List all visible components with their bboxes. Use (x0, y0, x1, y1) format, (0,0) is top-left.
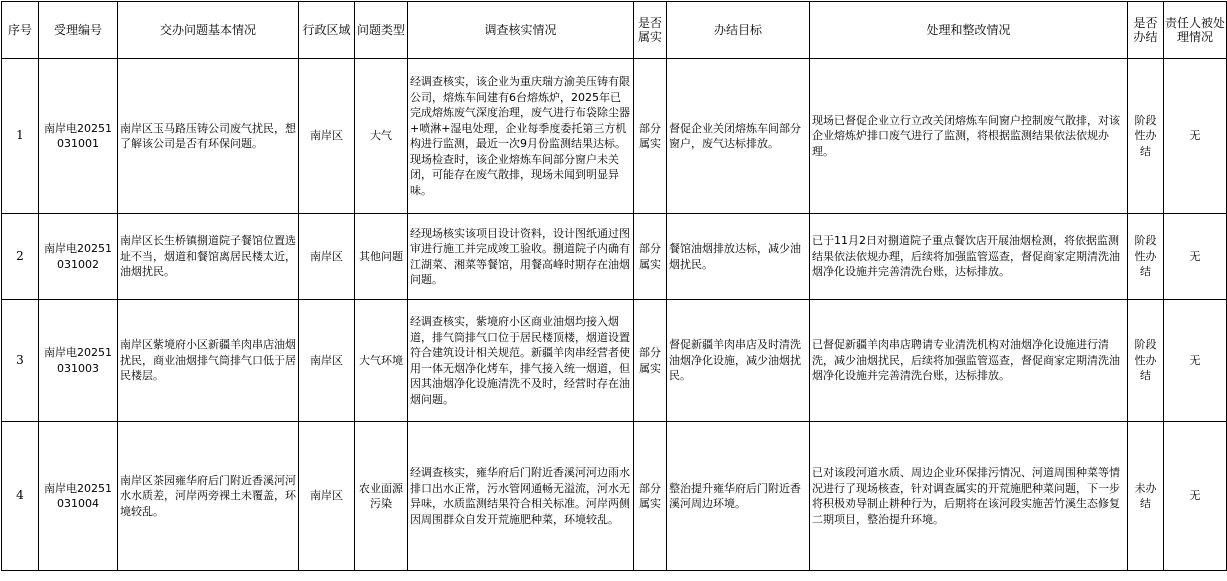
cell-goal: 督促新疆羊肉串店及时清洗油烟净化设施，减少油烟扰民。 (667, 300, 810, 422)
cell-handling: 已对该段河道水质、周边企业环保排污情况、河道周围种菜等情况进行了现场核查，针对调查属实的开荒施肥种菜问题，下一步将积极劝导制止耕种行为，后期将在该河段实施苦竹溪生态修复二期项目，整治提升环境。 (810, 422, 1128, 571)
cell-verified: 部分属实 (634, 214, 667, 300)
header-completed: 是否办结 (1128, 2, 1164, 59)
cell-id: 南岸电20251031004 (39, 422, 118, 571)
cell-accountability: 无 (1164, 59, 1227, 214)
cell-district: 南岸区 (299, 422, 355, 571)
cell-goal: 整治提升雍华府后门附近香溪河周边环境。 (667, 422, 810, 571)
cell-id: 南岸电20251031002 (39, 214, 118, 300)
header-row (2, 2, 1227, 59)
cell-handling: 现场已督促企业立行立改关闭熔炼车间窗户控制废气散排，对该企业熔炼炉排口废气进行了监测，将根据监测结果依法依规办理。 (810, 59, 1128, 214)
cell-type: 农业面源污染 (355, 422, 408, 571)
table-row (2, 59, 1227, 214)
table-row (2, 422, 1227, 571)
cell-goal: 餐馆油烟排放达标，减少油烟扰民。 (667, 214, 810, 300)
cell-goal: 督促企业关闭熔炼车间部分窗户，废气达标排放。 (667, 59, 810, 214)
table-row (2, 300, 1227, 422)
cell-type: 大气环境 (355, 300, 408, 422)
header-index: 序号 (2, 2, 39, 59)
cell-investigation: 经调查核实，紫境府小区商业油烟均接入烟道，排气筒排气口位于居民楼顶楼，烟道设置符合建筑设计相关规范。新疆羊肉串经营者使用一体无烟净化烤车，排气接入统一烟道，但因其油烟净化设施清洗不及时，经营时存在油烟问题。 (408, 300, 634, 422)
cell-handling: 已于11月2日对捌道院子重点餐饮店开展油烟检测，将依据监测结果依法依规办理，后续将加强监管巡查，督促商家定期清洗油烟净化设施并完善清洗台账，达标排放。 (810, 214, 1128, 300)
cell-issue: 南岸区茶园雍华府后门附近香溪河河水水质差，河岸两旁裸土未覆盖，环境较乱。 (118, 422, 299, 571)
header-accountability: 责任人被处理情况 (1164, 2, 1227, 59)
header-id: 受理编号 (39, 2, 118, 59)
header-investigation: 调查核实情况 (408, 2, 634, 59)
complaint-table (1, 1, 1227, 571)
cell-district: 南岸区 (299, 59, 355, 214)
cell-completed: 未办结 (1128, 422, 1164, 571)
cell-issue: 南岸区玉马路压铸公司废气扰民，想了解该公司是否有环保问题。 (118, 59, 299, 214)
cell-district: 南岸区 (299, 214, 355, 300)
cell-accountability: 无 (1164, 214, 1227, 300)
cell-district: 南岸区 (299, 300, 355, 422)
cell-issue: 南岸区紫境府小区新疆羊肉串店油烟扰民，商业油烟排气筒排气口低于居民楼层。 (118, 300, 299, 422)
header-handling: 处理和整改情况 (810, 2, 1128, 59)
cell-investigation: 经调查核实，该企业为重庆瑞方渝美压铸有限公司，熔炼车间建有6台熔炼炉，2025年已完成熔炼废气深度治理，废气进行布袋除尘器+喷淋+湿电处理，企业每季度委托第三方机构进行监测，最近一次9月份监测结果达标。现场检查时，该企业熔炼车间部分窗户未关闭，可能存在废气散排，现场未闻到明显异味。 (408, 59, 634, 214)
cell-index: 2 (2, 214, 39, 300)
header-district: 行政区域 (299, 2, 355, 59)
cell-accountability: 无 (1164, 422, 1227, 571)
cell-issue: 南岸区长生桥镇捌道院子餐馆位置选址不当，烟道和餐馆离居民楼太近，油烟扰民。 (118, 214, 299, 300)
cell-completed: 阶段性办结 (1128, 59, 1164, 214)
cell-investigation: 经调查核实，雍华府后门附近香溪河河边雨水排口出水正常，污水管网通畅无溢流，河水无异味，水质监测结果符合相关标准。河岸两侧因周围群众自发开荒施肥种菜，环境较乱。 (408, 422, 634, 571)
cell-handling: 已督促新疆羊肉串店聘请专业清洗机构对油烟净化设施进行清洗，减少油烟扰民，后续将加强监管巡查，督促商家定期清洗油烟净化设施并完善清洗台账，达标排放。 (810, 300, 1128, 422)
cell-id: 南岸电20251031001 (39, 59, 118, 214)
cell-verified: 部分属实 (634, 300, 667, 422)
header-verified: 是否属实 (634, 2, 667, 59)
cell-index: 1 (2, 59, 39, 214)
cell-id: 南岸电20251031003 (39, 300, 118, 422)
cell-investigation: 经现场核实该项目设计资料，设计图纸通过图审进行施工并完成竣工验收。捌道院子内确有江湖菜、湘菜等餐馆，用餐高峰时期存在油烟问题。 (408, 214, 634, 300)
table-row (2, 214, 1227, 300)
cell-type: 其他问题 (355, 214, 408, 300)
header-goal: 办结目标 (667, 2, 810, 59)
cell-completed: 阶段性办结 (1128, 214, 1164, 300)
header-type: 问题类型 (355, 2, 408, 59)
header-issue: 交办问题基本情况 (118, 2, 299, 59)
cell-type: 大气 (355, 59, 408, 214)
cell-verified: 部分属实 (634, 59, 667, 214)
cell-completed: 阶段性办结 (1128, 300, 1164, 422)
cell-verified: 部分属实 (634, 422, 667, 571)
cell-index: 3 (2, 300, 39, 422)
cell-index: 4 (2, 422, 39, 571)
cell-accountability: 无 (1164, 300, 1227, 422)
